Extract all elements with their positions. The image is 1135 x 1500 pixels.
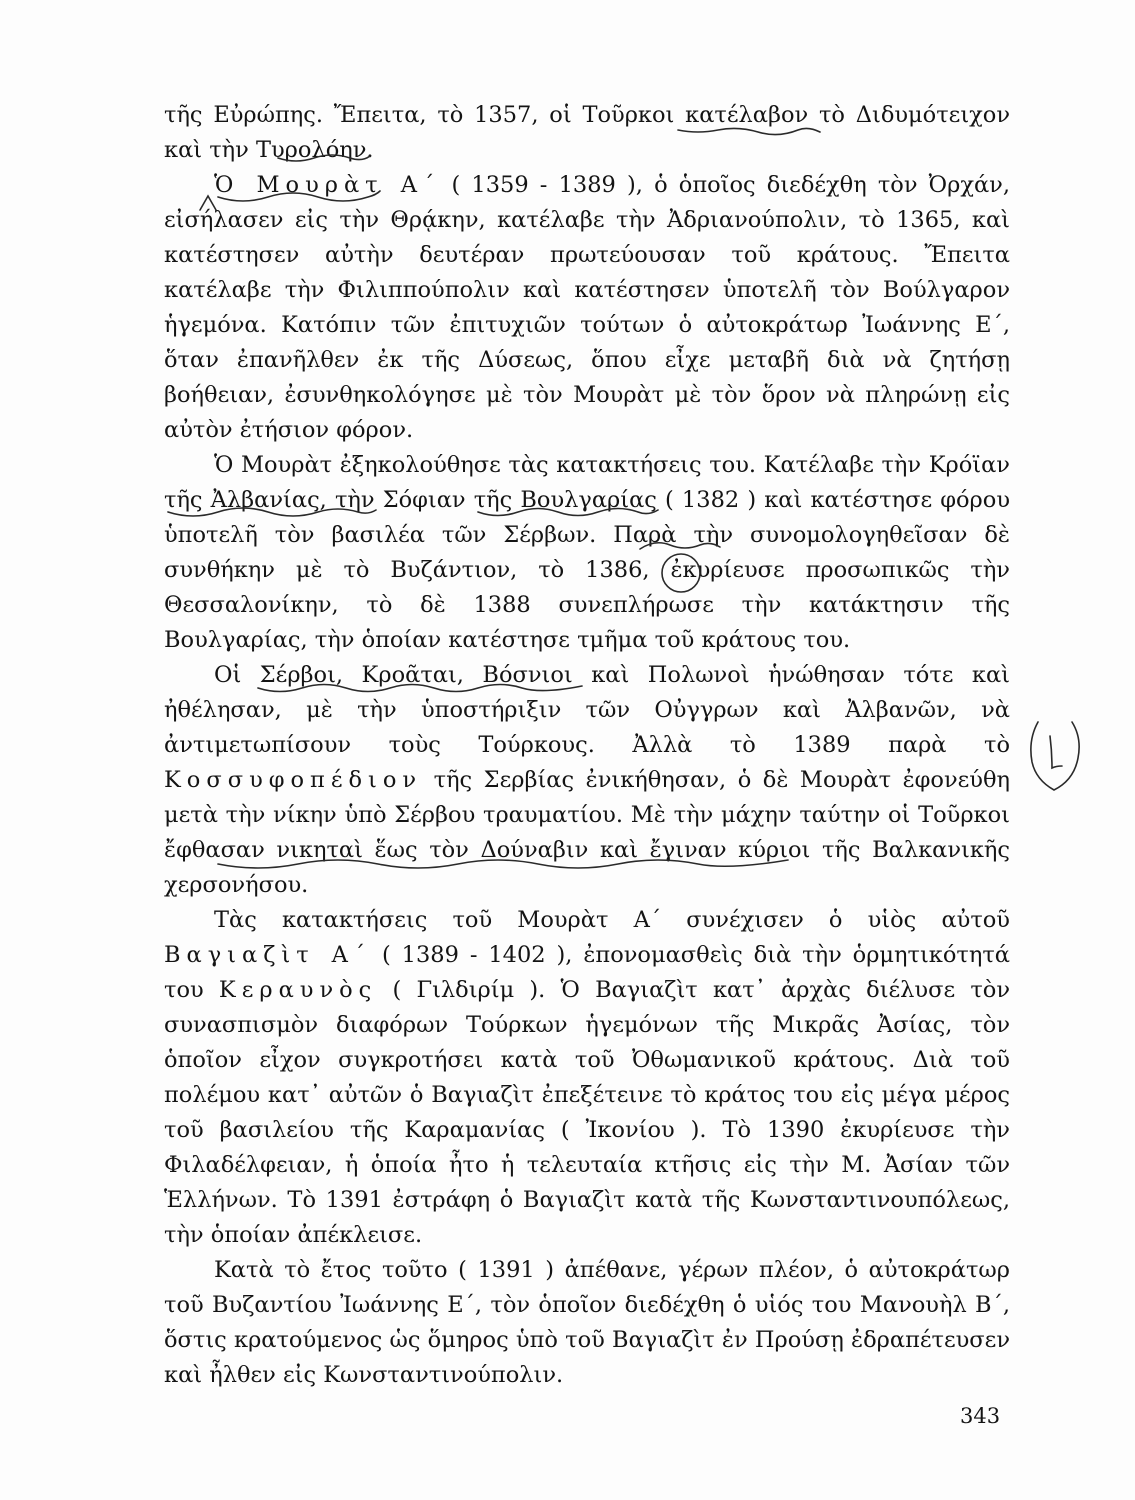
paragraph-4-text-after: τῆς Σερβίας ἐνικήθησαν, ὁ δὲ Μουρὰτ ἐφονεύθη μετὰ τὴν νίκην ὑπὸ Σέρβου τραυματίου. Μὲ τὴν μάχην ταύτην οἱ Τοῦρκοι ἔφθασαν νικηταὶ ἕως τὸν Δούναβιν καὶ ἔγιναν κύριοι τῆς Βαλκανικῆς χερσονήσου. xyxy=(164,767,1010,898)
paragraph-3-text: Ὁ Μουρὰτ ἐξηκολούθησε τὰς κατακτήσεις του. Κατέλαβε τὴν Κρόϊαν τῆς Ἀλβανίας, τὴν Σόφιαν τῆς Βουλγαρίας ( 1382 ) καὶ κατέστησε φόρου ὑποτελῆ τὸν βασιλέα τῶν Σέρβων. Παρὰ τὴν συνομολογηθεῖσαν δὲ συνθήκην μὲ τὸ Βυζάντιον, τὸ 1386, ἐκυρίευσε προσωπικῶς τὴν Θεσσαλονίκην, τὸ δὲ 1388 συνεπλήρωσε τὴν κατάκτησιν τῆς Βουλγαρίας, τὴν ὁποίαν κατέστησε τμῆμα τοῦ κράτους του. xyxy=(164,452,1010,653)
kosovo-term: Κοσσυφοπέδιον xyxy=(164,767,423,793)
paragraph-5 xyxy=(164,903,1010,1253)
paragraph-2-text: ( 1359 - 1389 ), ὁ ὁποῖος διεδέχθη τὸν Ὀρχάν, εἰσήλασεν εἰς τὴν Θρᾴκην, κατέλαβε τὴν Ἀδριανούπολιν, τὸ 1365, καὶ κατέστησεν αὐτὴν δευτέραν πρωτεύουσαν τοῦ κράτους. Ἔπειτα κατέλαβε τὴν Φιλιππούπολιν καὶ κατέστησεν ὑποτελῆ τὸν Βούλγαρον ἡγεμόνα. Κατόπιν τῶν ἐπιτυχιῶν τούτων ὁ αὐτοκράτωρ Ἰωάννης Ε΄, ὅταν ἐπανῆλθεν ἐκ τῆς Δύσεως, ὅπου εἶχε μεταβῆ διὰ νὰ ζητήσῃ βοήθειαν, ἐσυνθηκολόγησε μὲ τὸν Μουρὰτ μὲ τὸν ὅρον νὰ πληρώνῃ εἰς αὐτὸν ἐτήσιον φόρον. xyxy=(164,172,1011,443)
paragraph-5-text-before: Τὰς κατακτήσεις τοῦ Μουρὰτ Α΄ συνέχισεν ὁ υἱὸς αὐτοῦ xyxy=(214,907,1010,933)
page-number: 343 xyxy=(960,1404,1001,1428)
paragraph-6-text: Κατὰ τὸ ἔτος τοῦτο ( 1391 ) ἀπέθανε, γέρων πλέον, ὁ αὐτοκράτωρ τοῦ Βυζαντίου Ἰωάννης Ε΄, τὸν ὁποῖον διεδέχθη ὁ υἱός του Μανουὴλ Β΄, ὅστις κρατούμενος ὡς ὅμηρος ὑπὸ τοῦ Βαγιαζὶτ ἐν Προύσῃ ἐδραπέτευσεν καὶ ἦλθεν εἰς Κωνσταντινούπολιν. xyxy=(164,1257,1010,1388)
paragraph-4-text-before: Οἱ Σέρβοι, Κροᾶται, Βόσνιοι καὶ Πολωνοὶ ἡνώθησαν τότε καὶ ἠθέλησαν, μὲ τὴν ὑποστήριξιν τῶν Οὐγγρων καὶ Ἀλβανῶν, νὰ ἀντιμετωπίσουν τοὺς Τούρκους. Ἀλλὰ τὸ 1389 παρὰ τὸ xyxy=(164,662,1010,758)
paragraph-5-text-after: ( Γιλδιρίμ ). Ὁ Βαγιαζὶτ κατ᾽ ἀρχὰς διέλυσε τὸν συνασπισμὸν διαφόρων Τούρκων ἡγεμόνων τῆς Μικρᾶς Ἀσίας, τὸν ὁποῖον εἶχον συγκροτήσει κατὰ τοῦ Ὀθωμανικοῦ κράτους. Διὰ τοῦ πολέμου κατ᾽ αὐτῶν ὁ Βαγιαζὶτ ἐπεξέτεινε τὸ κράτος του εἰς μέγα μέρος τοῦ βασιλείου τῆς Καραμανίας ( Ἰκονίου ). Τὸ 1390 ἐκυρίευσε τὴν Φιλαδέλφειαν, ἡ ὁποία ἦτο ἡ τελευταία κτῆσις εἰς τὴν Μ. Ἀσίαν τῶν Ἑλλήνων. Τὸ 1391 ἐστράφη ὁ Βαγιαζὶτ κατὰ τῆς Κωνσταντινουπόλεως, τὴν ὁποίαν ἀπέκλεισε. xyxy=(164,977,1011,1248)
margin-bracket xyxy=(1031,722,1079,790)
paragraph-3 xyxy=(164,448,1010,658)
paragraph-1-text: τῆς Εὐρώπης. Ἔπειτα, τὸ 1357, οἱ Τοῦρκοι κατέλαβον τὸ Διδυμότειχον καὶ τὴν Τυρολόην. xyxy=(164,102,1010,163)
margin-one-stroke xyxy=(1050,736,1062,768)
keraunos-term: Κεραυνὸς xyxy=(218,977,378,1003)
paragraph-1 xyxy=(164,98,1010,168)
bayezid-term: Βαγιαζὶτ Α΄ xyxy=(164,942,372,968)
paragraph-2 xyxy=(164,168,1010,448)
murad-heading: Ὁ Μουρὰτ Α΄ xyxy=(214,172,441,198)
paragraph-6 xyxy=(164,1253,1010,1393)
paragraph-5-text-middle: ( 1389 - 1402 ), ἐπονομασθεὶς διὰ τὴν ὁρμητικότητά του xyxy=(164,942,1010,1003)
body-text xyxy=(164,98,1010,1393)
paragraph-4 xyxy=(164,658,1010,903)
